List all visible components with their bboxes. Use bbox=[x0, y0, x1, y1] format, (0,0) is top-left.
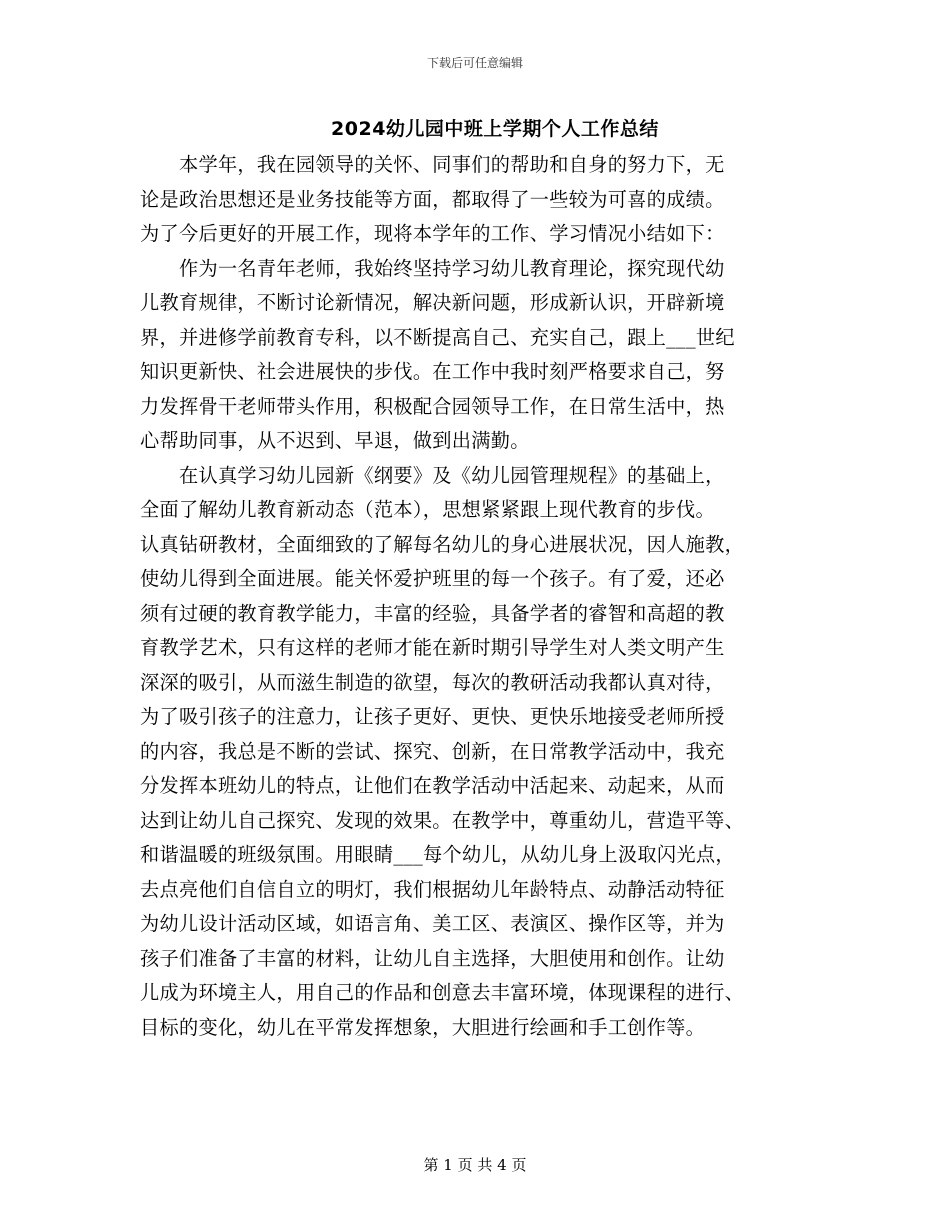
body-line: 作为一名青年老师，我始终坚持学习幼儿教育理论，探究现代幼 bbox=[140, 256, 725, 280]
body-line: 知识更新快、社会进展快的步伐。在工作中我时刻严格要求自己，努 bbox=[140, 360, 725, 383]
body-line: 须有过硬的教育教学能力，丰富的经验，具备学者的睿智和高超的教 bbox=[140, 601, 725, 625]
body-line: 本学年，我在园领导的关怀、同事们的帮助和自身的努力下，无 bbox=[140, 153, 725, 176]
body-line: 深深的吸引，从而滋生制造的欲望，每次的教研活动我都认真对待， bbox=[140, 670, 725, 694]
body-line: 全面了解幼儿教育新动态（范本），思想紧紧跟上现代教育的步伐。 bbox=[140, 498, 716, 521]
document-title: 2024幼儿园中班上学期个人工作总结 bbox=[331, 118, 659, 140]
body-line: 在认真学习幼儿园新《纲要》及《幼儿园管理规程》的基础上， bbox=[140, 463, 725, 487]
body-line: 的内容，我总是不断的尝试、探究、创新，在日常教学活动中，我充 bbox=[140, 739, 725, 763]
body-line: 为了今后更好的开展工作，现将本学年的工作、学习情况小结如下： bbox=[140, 222, 725, 245]
body-line: 力发挥骨干老师带头作用，积极配合园领导工作，在日常生活中，热 bbox=[140, 394, 725, 418]
body-line: 为了吸引孩子的注意力，让孩子更好、更快、更快乐地接受老师所授 bbox=[140, 705, 725, 728]
body-line: 使幼儿得到全面进展。能关怀爱护班里的每一个孩子。有了爱，还必 bbox=[140, 567, 725, 590]
body-line: 分发挥本班幼儿的特点，让他们在教学活动中活起来、动起来，从而 bbox=[140, 774, 725, 797]
body-line: 和谐温暖的班级氛围。用眼睛___每个幼儿，从幼儿身上汲取闪光点， bbox=[140, 843, 735, 866]
page-number: 第 1 页 共 4 页 bbox=[423, 1156, 527, 1174]
download-note: 下载后可任意编辑 bbox=[426, 56, 523, 70]
body-line: 育教学艺术，只有这样的老师才能在新时期引导学生对人类文明产生 bbox=[140, 636, 725, 659]
body-line: 去点亮他们自信自立的明灯，我们根据幼儿年龄特点、动静活动特征 bbox=[140, 877, 725, 901]
body-line: 孩子们准备了丰富的材料，让幼儿自主选择，大胆使用和创作。让幼 bbox=[140, 946, 725, 970]
body-line: 认真钻研教材，全面细致的了解每名幼儿的身心进展状况，因人施教， bbox=[140, 532, 745, 556]
body-line: 界，并进修学前教育专科，以不断提高自己、充实自己，跟上___世纪 bbox=[140, 325, 735, 349]
body-line: 论是政治思想还是业务技能等方面，都取得了一些较为可喜的成绩。 bbox=[140, 187, 725, 211]
body-line: 目标的变化，幼儿在平常发挥想象，大胆进行绘画和手工创作等。 bbox=[140, 1015, 706, 1039]
body-line: 为幼儿设计活动区域，如语言角、美工区、表演区、操作区等，并为 bbox=[140, 912, 725, 935]
body-line: 达到让幼儿自己探究、发现的效果。在教学中，尊重幼儿，营造平等、 bbox=[140, 808, 745, 832]
body-line: 儿成为环境主人，用自己的作品和创意去丰富环境，体现课程的进行、 bbox=[140, 981, 745, 1004]
document-body bbox=[140, 148, 810, 1045]
body-line: 心帮助同事，从不迟到、早退，做到出满勤。 bbox=[140, 429, 530, 452]
body-line: 儿教育规律，不断讨论新情况，解决新问题，形成新认识，开辟新境 bbox=[140, 291, 725, 314]
